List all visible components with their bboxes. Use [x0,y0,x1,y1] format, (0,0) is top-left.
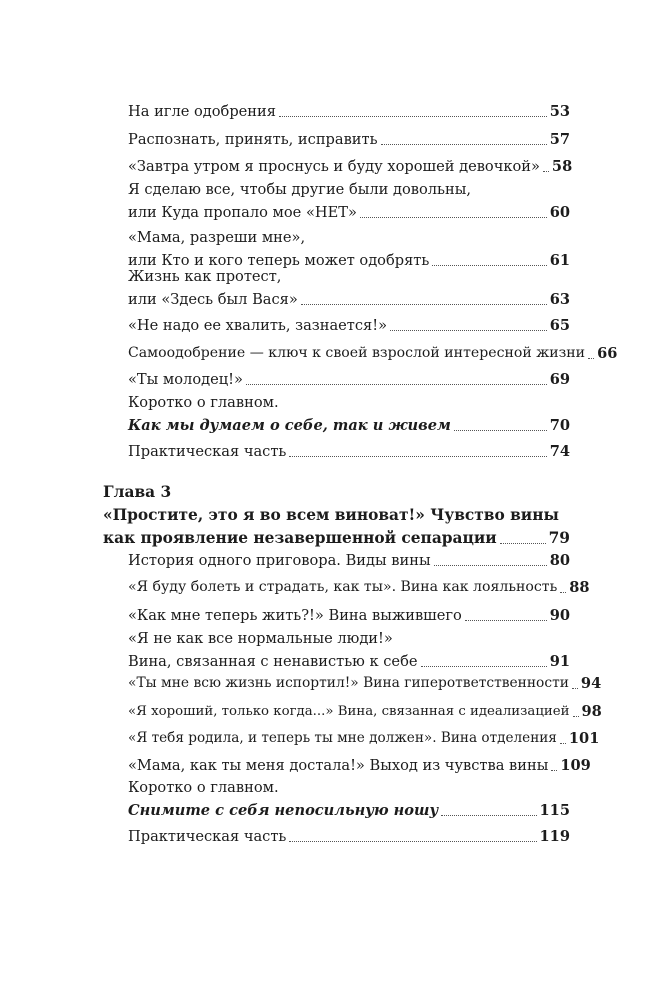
toc-entry-title-line1: «Мама, разреши мне», [128,229,306,246]
toc-entry-title-line1: Коротко о главном. [128,394,279,411]
toc-entry[interactable] [128,700,602,723]
toc-entry[interactable] [128,265,570,311]
toc-entry-title-line1: Жизнь как протест, [128,268,282,285]
dot-leader [454,430,547,431]
toc-entry-title: Вина, связанная с ненавистью к себе [128,653,418,670]
toc-page-number: 115 [539,802,570,819]
toc-page-number: 94 [580,675,602,692]
toc-page-number: 109 [560,757,591,774]
dot-leader [246,384,547,385]
dot-leader [434,565,547,566]
toc-entry[interactable] [128,576,590,599]
dot-leader [301,304,547,305]
toc-entry-title-line1: Коротко о главном. [128,779,279,796]
chapter-title-line2: как проявление незавершенной сепарации [103,529,497,547]
toc-entry-title: «Как мне теперь жить?!» Вина выжившего [128,607,462,624]
toc-entry-title: «Я тебя родила, и теперь ты мне должен». Вина отделения [128,730,557,746]
toc-entry-title: или Куда пропало мое «НЕТ» [128,204,357,221]
toc-entry[interactable] [128,440,570,463]
toc-entry-title: На игле одобрения [128,103,276,120]
toc-page-number: 65 [549,317,570,334]
dot-leader [500,543,546,544]
dot-leader [560,592,566,593]
dot-leader [441,815,536,816]
toc-page-number: 70 [549,417,570,434]
toc-entry[interactable] [128,391,570,437]
toc-page-number: 63 [549,291,570,308]
dot-leader [551,770,557,771]
dot-leader [289,456,546,457]
toc-entry[interactable] [128,776,570,822]
toc-entry-title: «Я буду болеть и страдать, как ты». Вина как лояльность [128,579,558,595]
toc-entry[interactable] [128,128,570,151]
toc-page-number: 90 [549,607,570,624]
toc-page-number: 91 [549,653,570,670]
dot-leader [543,171,549,172]
toc-entry-title: «Ты мне всю жизнь испортил!» Вина гиперответственности [128,675,569,691]
toc-entry-title: или «Здесь был Вася» [128,291,298,308]
chapter-label: Глава 3 [103,483,172,501]
toc-entry[interactable] [128,727,600,750]
toc-page-number: 119 [539,828,570,845]
toc-entry-title: Как мы думаем о себе, так и живем [128,417,451,434]
toc-entry-title-line1: Я сделаю все, чтобы другие были довольны, [128,181,471,198]
toc-entry[interactable] [128,754,591,777]
toc-entry-title: Самоодобрение — ключ к своей взрослой интересной жизни [128,345,586,361]
toc-entry-title: История одного приговора. Виды вины [128,552,431,569]
toc-entry[interactable] [128,825,570,848]
toc-page-number: 69 [549,371,570,388]
toc-entry-title: Практическая часть [128,443,287,460]
dot-leader [560,743,566,744]
toc-entry[interactable] [128,672,602,695]
dot-leader [360,217,547,218]
dot-leader [279,116,547,117]
toc-page-number: 60 [549,204,570,221]
toc-entry-title: Практическая часть [128,828,287,845]
toc-page-number: 58 [551,158,573,175]
chapter-title-line1: «Простите, это я во всем виноват!» Чувство вины [103,506,559,524]
toc-entry[interactable] [128,342,618,365]
chapter-heading[interactable] [103,481,570,550]
dot-leader [588,358,594,359]
toc-entry-title: или Кто и кого теперь может одобрять [128,252,430,269]
dot-leader [381,144,547,145]
dot-leader [465,620,547,621]
chapter-page-number: 79 [548,529,570,547]
toc-entry-title: «Не надо ее хвалить, зазнается!» [128,317,388,334]
toc-entry-title: Распознать, принять, исправить [128,131,378,148]
toc-page-number: 74 [549,443,570,460]
dot-leader [390,330,547,331]
toc-page-number: 80 [549,552,570,569]
toc-entry[interactable] [128,314,570,337]
toc-page-number: 53 [549,103,570,120]
dot-leader [573,716,579,717]
toc-page-number: 98 [581,703,602,720]
toc-entry-title: «Завтра утром я проснусь и буду хорошей девочкой» [128,158,540,175]
dot-leader [421,666,547,667]
toc-entry-title: «Мама, как ты меня достала!» Выход из чувства вины [128,757,549,774]
toc-page-number: 88 [569,579,590,596]
toc-page-number: 61 [549,252,570,269]
toc-entry-title-line1: «Я не как все нормальные люди!» [128,630,393,647]
toc-entry-title: Снимите с себя непосильную ношу [128,802,439,819]
toc-entry[interactable] [128,100,570,123]
toc-page-number: 66 [597,345,618,362]
toc-entry[interactable] [128,368,570,391]
toc-entry-title: «Я хороший, только когда...» Вина, связанная с идеализацией [128,704,570,719]
toc-page-number: 57 [549,131,570,148]
toc-page-number: 101 [568,730,600,747]
toc-entry[interactable] [128,155,573,178]
dot-leader [289,841,536,842]
toc-entry-title: «Ты молодец!» [128,371,243,388]
toc-entry[interactable] [128,627,570,673]
toc-entry[interactable] [128,178,570,224]
toc-entry[interactable] [128,604,570,627]
toc-entry[interactable] [128,549,570,572]
dot-leader [572,688,578,689]
